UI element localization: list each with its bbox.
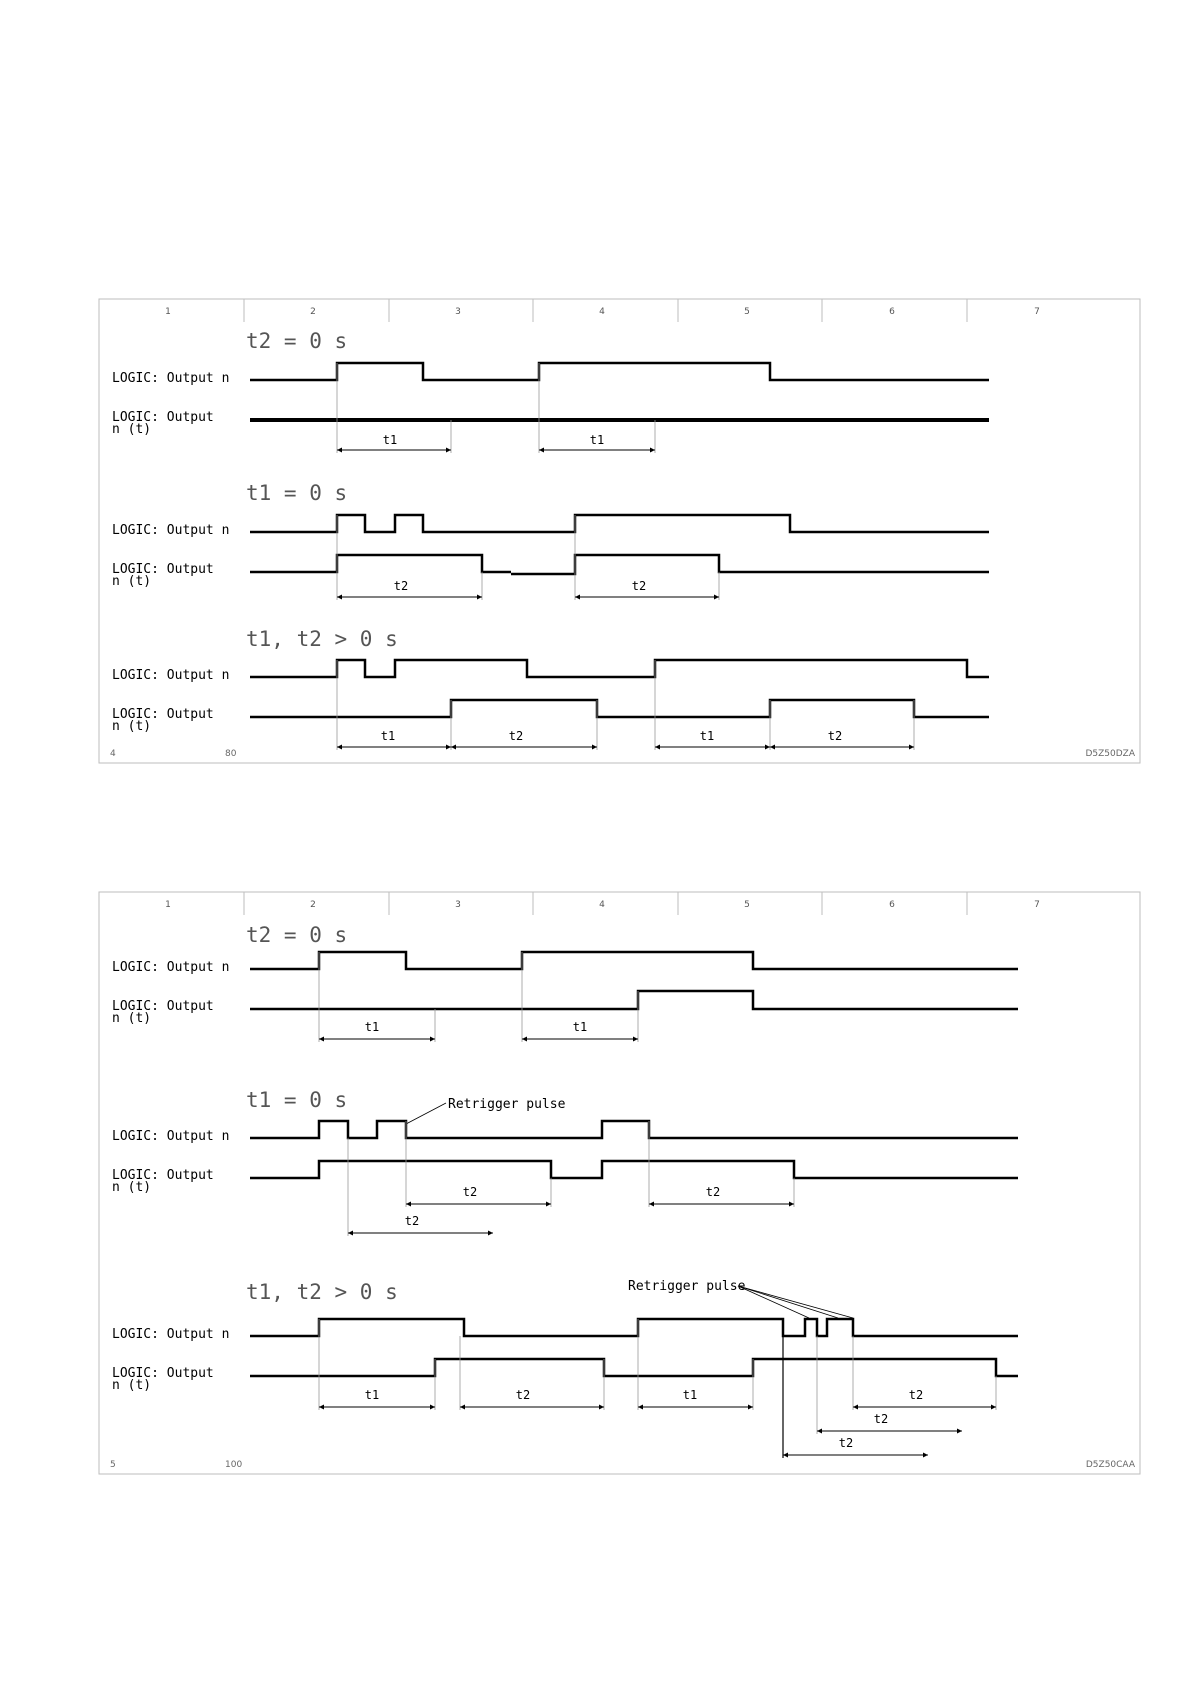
column-number: 6 xyxy=(889,307,895,317)
signal-label-output-nt-suffix: n (t) xyxy=(112,574,152,589)
section-t1-zero xyxy=(112,481,989,600)
duration-label: t1 xyxy=(589,433,605,447)
column-number: 6 xyxy=(889,900,895,910)
section-t2-zero xyxy=(112,329,989,453)
column-number: 3 xyxy=(455,307,461,317)
corner-label-mid: 80 xyxy=(225,749,237,759)
duration-label: t1 xyxy=(699,729,715,743)
retrigger-pulse-callout: Retrigger pulse xyxy=(628,1279,746,1294)
signal-label-output-nt: LOGIC: Output xyxy=(112,1366,214,1381)
corner-label-left: 4 xyxy=(110,749,116,759)
signal-label-output-nt: LOGIC: Output xyxy=(112,562,214,577)
diagram-1-column-header xyxy=(244,299,967,322)
duration-label: t2 xyxy=(908,1388,924,1402)
section-t1-zero-retrigger xyxy=(112,1088,1018,1236)
section-heading: t2 = 0 s xyxy=(246,923,348,947)
column-number: 2 xyxy=(310,307,316,317)
signal-label-output-n: LOGIC: Output n xyxy=(112,1129,230,1144)
duration-label: t2 xyxy=(838,1436,854,1450)
signal-label-output-n: LOGIC: Output n xyxy=(112,960,230,975)
column-number: 4 xyxy=(599,307,605,317)
duration-label: t1 xyxy=(572,1020,588,1034)
diagram-2-border xyxy=(99,892,1140,1474)
waveform-output-nt xyxy=(250,555,989,574)
section-heading: t1, t2 > 0 s xyxy=(246,1280,398,1304)
waveform-output-nt xyxy=(250,1359,1018,1376)
signal-label-output-nt: LOGIC: Output xyxy=(112,707,214,722)
signal-label-output-n: LOGIC: Output n xyxy=(112,1327,230,1342)
corner-label-mid: 100 xyxy=(225,1460,243,1470)
column-number: 2 xyxy=(310,900,316,910)
duration-label: t2 xyxy=(873,1412,889,1426)
signal-label-output-nt-suffix: n (t) xyxy=(112,1378,152,1393)
signal-label-output-nt: LOGIC: Output xyxy=(112,1168,214,1183)
column-number: 3 xyxy=(455,900,461,910)
waveform-output-n xyxy=(250,952,1018,969)
duration-label: t1 xyxy=(682,1388,698,1402)
section-heading: t1 = 0 s xyxy=(246,1088,348,1112)
callout-leader xyxy=(738,1286,853,1318)
duration-label: t2 xyxy=(393,579,409,593)
signal-label-output-nt-suffix: n (t) xyxy=(112,1180,152,1195)
column-number: 4 xyxy=(599,900,605,910)
duration-label: t2 xyxy=(508,729,524,743)
retrigger-pulse-callout: Retrigger pulse xyxy=(448,1097,566,1112)
duration-label: t2 xyxy=(404,1214,420,1228)
section-t2-zero xyxy=(112,923,1018,1042)
signal-label-output-nt: LOGIC: Output xyxy=(112,410,214,425)
duration-label: t1 xyxy=(364,1388,380,1402)
signal-label-output-nt-suffix: n (t) xyxy=(112,422,152,437)
callout-leader xyxy=(406,1103,446,1124)
signal-label-output-n: LOGIC: Output n xyxy=(112,371,230,386)
drawing-code: D5Z50CAA xyxy=(1085,1460,1135,1470)
section-heading: t1 = 0 s xyxy=(246,481,348,505)
signal-label-output-n: LOGIC: Output n xyxy=(112,668,230,683)
column-number: 1 xyxy=(165,900,171,910)
diagram-2 xyxy=(99,892,1140,1474)
signal-label-output-nt-suffix: n (t) xyxy=(112,719,152,734)
column-number: 7 xyxy=(1034,900,1040,910)
waveform-output-n xyxy=(250,660,989,677)
duration-label: t1 xyxy=(380,729,396,743)
waveform-output-nt xyxy=(250,991,1018,1009)
duration-label: t2 xyxy=(515,1388,531,1402)
waveform-output-n xyxy=(250,515,989,532)
duration-label: t2 xyxy=(827,729,843,743)
waveform-output-nt xyxy=(250,1161,1018,1178)
section-t1-t2-positive xyxy=(112,627,989,750)
signal-label-output-n: LOGIC: Output n xyxy=(112,523,230,538)
waveform-output-n xyxy=(250,363,989,380)
signal-label-output-nt: LOGIC: Output xyxy=(112,999,214,1014)
duration-label: t1 xyxy=(382,433,398,447)
column-number: 5 xyxy=(744,307,750,317)
corner-label-left: 5 xyxy=(110,1460,116,1470)
section-heading: t1, t2 > 0 s xyxy=(246,627,398,651)
diagram-2-column-header xyxy=(244,892,967,915)
duration-label: t1 xyxy=(364,1020,380,1034)
column-number: 7 xyxy=(1034,307,1040,317)
diagram-1 xyxy=(99,299,1140,763)
section-heading: t2 = 0 s xyxy=(246,329,348,353)
section-t1-t2-positive-retrigger xyxy=(112,1279,1018,1458)
waveform-output-n xyxy=(250,1319,1018,1336)
waveform-output-nt xyxy=(250,700,989,717)
duration-label: t2 xyxy=(705,1185,721,1199)
drawing-code: D5Z50DZA xyxy=(1085,749,1135,759)
duration-label: t2 xyxy=(462,1185,478,1199)
waveform-output-n xyxy=(250,1121,1018,1138)
column-number: 1 xyxy=(165,307,171,317)
signal-label-output-nt-suffix: n (t) xyxy=(112,1011,152,1026)
column-number: 5 xyxy=(744,900,750,910)
duration-label: t2 xyxy=(631,579,647,593)
